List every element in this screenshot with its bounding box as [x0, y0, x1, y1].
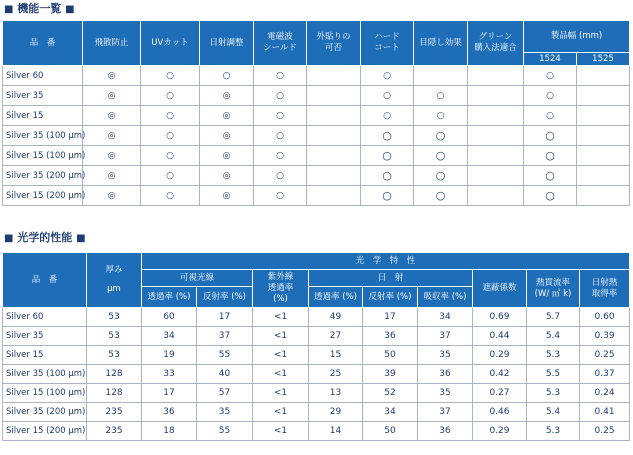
product-name-cell: Silver 60: [3, 308, 87, 327]
value-cell: <1: [253, 365, 309, 384]
product-name-cell: Silver 35: [3, 327, 87, 346]
header-uv-cut: UVカット: [141, 21, 200, 66]
title-square-marker: ■: [76, 233, 86, 244]
value-cell: 0.60: [580, 308, 630, 327]
mark-cell: ○: [254, 126, 307, 146]
value-cell: 0.24: [580, 384, 630, 403]
mark-cell: ○: [254, 106, 307, 126]
value-cell: 36: [363, 327, 418, 346]
mark-cell: ○: [361, 86, 414, 106]
product-name-cell: Silver 15 (100 μm): [3, 384, 87, 403]
mark-cell: ○: [141, 186, 200, 206]
mark-cell: ○: [200, 66, 254, 86]
header-width-1525: 1525: [577, 53, 630, 66]
mark-cell: ○: [141, 106, 200, 126]
mark-cell: ○: [524, 106, 577, 126]
value-cell: 35: [418, 346, 473, 365]
value-cell: 29: [309, 403, 363, 422]
mark-cell: ◎: [200, 106, 254, 126]
table-row: [3, 403, 630, 422]
value-cell: 35: [418, 384, 473, 403]
mark-cell: [307, 86, 361, 106]
product-name-cell: Silver 15: [3, 106, 83, 126]
value-cell: 34: [142, 327, 197, 346]
table-row: [3, 422, 630, 441]
header-green-purchasing: グリーン 購入法適合: [468, 21, 524, 66]
product-name-cell: Silver 35 (200 μm): [3, 403, 87, 422]
header-width-1524: 1524: [524, 53, 577, 66]
mark-cell: ○: [524, 66, 577, 86]
value-cell: 14: [309, 422, 363, 441]
mark-cell: [468, 166, 524, 186]
value-cell: 55: [197, 422, 253, 441]
value-cell: 0.29: [473, 422, 527, 441]
mark-cell: ○: [361, 166, 414, 186]
value-cell: 0.42: [473, 365, 527, 384]
table-row: [3, 365, 630, 384]
mark-cell: [577, 186, 630, 206]
value-cell: 17: [142, 384, 197, 403]
product-name-cell: Silver 60: [3, 66, 83, 86]
value-cell: 25: [309, 365, 363, 384]
value-cell: 33: [142, 365, 197, 384]
mark-cell: [468, 86, 524, 106]
header-visible-light: 可視光線: [142, 270, 253, 287]
header-solar: 日 射: [309, 270, 473, 287]
table-row: [3, 384, 630, 403]
header-hard-coat: ハード コート: [361, 21, 414, 66]
title-square-marker: ■: [4, 233, 14, 244]
mark-cell: [307, 186, 361, 206]
mark-cell: [577, 166, 630, 186]
header-solar-absorptance: 吸収率 (%): [418, 287, 473, 308]
mark-cell: ○: [254, 86, 307, 106]
value-cell: 36: [418, 422, 473, 441]
mark-cell: ○: [254, 66, 307, 86]
value-cell: 57: [197, 384, 253, 403]
mark-cell: ○: [414, 166, 468, 186]
mark-cell: ○: [524, 126, 577, 146]
mark-cell: [468, 126, 524, 146]
functions-title-text: 機能一覧: [17, 2, 62, 15]
header-shading-coefficient: 遮蔽係数: [473, 270, 527, 308]
value-cell: <1: [253, 422, 309, 441]
mark-cell: [468, 106, 524, 126]
mark-cell: [307, 146, 361, 166]
table-row: [3, 346, 630, 365]
mark-cell: ○: [361, 106, 414, 126]
header-uv-transmittance: 紫外線 透過率 (%): [253, 270, 309, 308]
header-heat-transmittance: 熱貫流率 (W/ ㎡ k): [527, 270, 580, 308]
value-cell: 0.41: [580, 403, 630, 422]
mark-cell: [577, 86, 630, 106]
mark-cell: [577, 66, 630, 86]
optical-performance-table: [2, 252, 630, 441]
table-row: [3, 86, 630, 106]
mark-cell: ○: [414, 146, 468, 166]
table-row: [3, 66, 630, 86]
mark-cell: ◎: [83, 106, 141, 126]
mark-cell: ◎: [83, 86, 141, 106]
product-name-cell: Silver 35 (100 μm): [3, 126, 83, 146]
mark-cell: [414, 66, 468, 86]
value-cell: 0.39: [580, 327, 630, 346]
header-exterior-application: 外貼りの 可否: [307, 21, 361, 66]
value-cell: 55: [197, 346, 253, 365]
value-cell: 0.44: [473, 327, 527, 346]
product-name-cell: Silver 35 (200 μm): [3, 166, 83, 186]
mark-cell: ○: [141, 66, 200, 86]
value-cell: <1: [253, 308, 309, 327]
value-cell: 60: [142, 308, 197, 327]
value-cell: 36: [418, 365, 473, 384]
mark-cell: ◎: [200, 86, 254, 106]
value-cell: 52: [363, 384, 418, 403]
mark-cell: ○: [414, 106, 468, 126]
value-cell: 0.46: [473, 403, 527, 422]
optical-section-title: [4, 229, 86, 245]
table-row: [3, 308, 630, 327]
mark-cell: [577, 146, 630, 166]
value-cell: 34: [363, 403, 418, 422]
mark-cell: ○: [141, 86, 200, 106]
mark-cell: [307, 66, 361, 86]
mark-cell: [307, 166, 361, 186]
value-cell: 19: [142, 346, 197, 365]
mark-cell: ○: [524, 86, 577, 106]
value-cell: 0.37: [580, 365, 630, 384]
value-cell: 49: [309, 308, 363, 327]
mark-cell: ○: [361, 126, 414, 146]
table-row: [3, 166, 630, 186]
mark-cell: ○: [141, 126, 200, 146]
value-cell: 235: [87, 403, 142, 422]
mark-cell: ○: [361, 186, 414, 206]
mark-cell: [468, 146, 524, 166]
value-cell: 235: [87, 422, 142, 441]
product-name-cell: Silver 35: [3, 86, 83, 106]
mark-cell: [307, 106, 361, 126]
value-cell: 5.4: [527, 403, 580, 422]
value-cell: 17: [197, 308, 253, 327]
value-cell: 50: [363, 346, 418, 365]
functions-table: [2, 20, 630, 206]
mark-cell: ○: [524, 166, 577, 186]
value-cell: 39: [363, 365, 418, 384]
mark-cell: ○: [524, 146, 577, 166]
product-name-cell: Silver 15: [3, 346, 87, 365]
table-row: [3, 106, 630, 126]
header-shatter-prevention: 飛散防止: [83, 21, 141, 66]
value-cell: 40: [197, 365, 253, 384]
value-cell: 18: [142, 422, 197, 441]
value-cell: 37: [418, 403, 473, 422]
value-cell: 53: [87, 308, 142, 327]
value-cell: 17: [363, 308, 418, 327]
value-cell: 0.27: [473, 384, 527, 403]
header-visible-transmittance: 透過率 (%): [142, 287, 197, 308]
header-solar-heat-gain: 日射熱 取得率: [580, 270, 630, 308]
mark-cell: [468, 186, 524, 206]
value-cell: 5.7: [527, 308, 580, 327]
value-cell: 5.5: [527, 365, 580, 384]
title-square-marker: ■: [65, 4, 75, 15]
product-name-cell: Silver 35 (100 μm): [3, 365, 87, 384]
header-solar-transmittance: 透過率 (%): [309, 287, 363, 308]
value-cell: <1: [253, 384, 309, 403]
mark-cell: ◎: [83, 66, 141, 86]
header-solar-reflectance: 反射率 (%): [363, 287, 418, 308]
value-cell: 13: [309, 384, 363, 403]
value-cell: 27: [309, 327, 363, 346]
mark-cell: ◎: [200, 166, 254, 186]
mark-cell: [468, 66, 524, 86]
header-em-shield: 電磁波 シールド: [254, 21, 307, 66]
value-cell: 128: [87, 384, 142, 403]
value-cell: 0.69: [473, 308, 527, 327]
mark-cell: ◎: [200, 186, 254, 206]
mark-cell: ○: [414, 186, 468, 206]
table-row: [3, 126, 630, 146]
mark-cell: ○: [361, 66, 414, 86]
value-cell: 15: [309, 346, 363, 365]
product-name-cell: Silver 15 (200 μm): [3, 422, 87, 441]
value-cell: 34: [418, 308, 473, 327]
mark-cell: ◎: [83, 186, 141, 206]
value-cell: <1: [253, 346, 309, 365]
mark-cell: ◎: [200, 126, 254, 146]
mark-cell: ◎: [83, 126, 141, 146]
header-product-width: 製品幅 (mm): [524, 21, 630, 53]
mark-cell: [577, 126, 630, 146]
mark-cell: [577, 106, 630, 126]
header-thickness: 厚み μm: [87, 253, 142, 308]
mark-cell: ○: [361, 146, 414, 166]
value-cell: <1: [253, 327, 309, 346]
header-solar-control: 日射調整: [200, 21, 254, 66]
title-square-marker: ■: [4, 4, 14, 15]
mark-cell: [307, 126, 361, 146]
table-row: [3, 186, 630, 206]
functions-section-title: [4, 0, 75, 16]
header-product-number: 品 番: [3, 253, 87, 308]
mark-cell: ○: [254, 146, 307, 166]
table-row: [3, 327, 630, 346]
mark-cell: ◎: [83, 166, 141, 186]
mark-cell: ◎: [83, 146, 141, 166]
table-row: [3, 146, 630, 166]
value-cell: 37: [197, 327, 253, 346]
mark-cell: ○: [141, 146, 200, 166]
header-optical-properties: 光 学 特 性: [142, 253, 630, 270]
product-name-cell: Silver 15 (100 μm): [3, 146, 83, 166]
header-product-number: 品 番: [3, 21, 83, 66]
value-cell: 37: [418, 327, 473, 346]
value-cell: 5.3: [527, 422, 580, 441]
value-cell: 0.25: [580, 346, 630, 365]
value-cell: 128: [87, 365, 142, 384]
value-cell: 5.3: [527, 346, 580, 365]
mark-cell: ○: [254, 166, 307, 186]
value-cell: 0.25: [580, 422, 630, 441]
mark-cell: ○: [414, 86, 468, 106]
mark-cell: ◎: [200, 146, 254, 166]
value-cell: 5.4: [527, 327, 580, 346]
optical-title-text: 光学的性能: [17, 231, 73, 244]
value-cell: 53: [87, 346, 142, 365]
value-cell: 35: [197, 403, 253, 422]
header-privacy-effect: 目隠し効果: [414, 21, 468, 66]
mark-cell: ○: [414, 126, 468, 146]
value-cell: 5.3: [527, 384, 580, 403]
mark-cell: ○: [524, 186, 577, 206]
value-cell: <1: [253, 403, 309, 422]
mark-cell: ○: [254, 186, 307, 206]
header-visible-reflectance: 反射率 (%): [197, 287, 253, 308]
value-cell: 53: [87, 327, 142, 346]
value-cell: 36: [142, 403, 197, 422]
product-name-cell: Silver 15 (200 μm): [3, 186, 83, 206]
mark-cell: ○: [141, 166, 200, 186]
value-cell: 50: [363, 422, 418, 441]
value-cell: 0.29: [473, 346, 527, 365]
